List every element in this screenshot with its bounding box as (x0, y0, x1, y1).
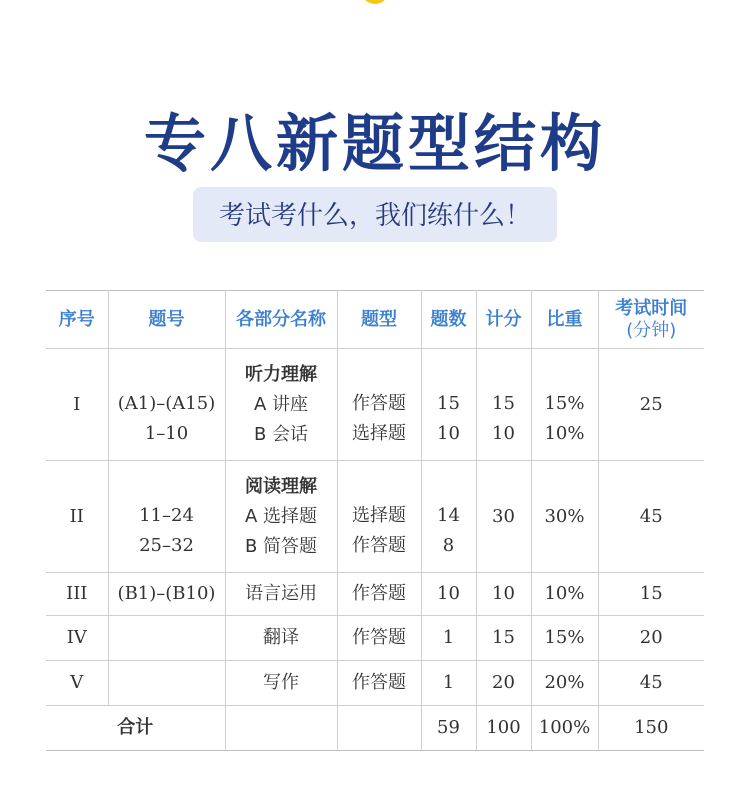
row-seq-text: II (69, 505, 84, 527)
row-weight: 15% (531, 616, 598, 661)
question-count-b: 8 (442, 534, 455, 556)
subtitle-text: 考试考什么，我们练什么！ (193, 187, 557, 242)
score-a: 15 (492, 392, 515, 414)
question-type-a: 选择题 (352, 504, 406, 526)
row-exam-time: 20 (598, 616, 704, 661)
weight-a: 15% (544, 392, 585, 414)
row-question-type: 作答题 (337, 616, 421, 661)
question-number-b: 25–32 (139, 534, 194, 556)
row-seq: V (46, 661, 108, 706)
question-number-a: (A1)–(A15) (117, 392, 216, 414)
row-exam-time: 45 (598, 661, 704, 706)
table-header-row (46, 291, 704, 349)
header-question-number: 题号 (108, 291, 225, 349)
row-question-count: 1 (421, 661, 476, 706)
question-type-a: 作答题 (352, 392, 406, 414)
score-text: 30 (492, 505, 515, 527)
header-score: 计分 (476, 291, 531, 349)
table-row (46, 573, 704, 616)
header-exam-time (598, 291, 704, 349)
row-question-number: (B1)–(B10) (108, 573, 225, 616)
total-empty-section (225, 706, 337, 751)
page-title: 专八新题型结构 (143, 107, 606, 180)
section-part-b: B 简答题 (244, 535, 318, 557)
question-type-b: 选择题 (352, 422, 406, 444)
row-question-number (108, 661, 225, 706)
decorative-dot (361, 0, 389, 4)
header-seq: 序号 (46, 291, 108, 349)
row-section-name: 写作 (225, 661, 337, 706)
total-time: 150 (598, 706, 704, 751)
section-part-b: B 会话 (253, 423, 309, 445)
header-question-type: 题型 (337, 291, 421, 349)
row-weight: 10% (531, 573, 598, 616)
header-weight: 比重 (531, 291, 598, 349)
row-seq: IV (46, 616, 108, 661)
row-seq (46, 349, 108, 461)
row-question-type: 作答题 (337, 661, 421, 706)
header-section-name: 各部分名称 (225, 291, 337, 349)
row-section-name: 语言运用 (225, 573, 337, 616)
exam-time-text: 45 (639, 505, 663, 527)
row-score: 15 (476, 616, 531, 661)
table-row (46, 616, 704, 661)
row-seq-text: I (73, 393, 81, 415)
row-seq (46, 461, 108, 573)
row-weight (531, 349, 598, 461)
question-count-a: 15 (437, 392, 460, 414)
row-section-name (225, 461, 337, 573)
row-question-count (421, 461, 476, 573)
row-score (476, 349, 531, 461)
row-question-count: 10 (421, 573, 476, 616)
row-question-number (108, 616, 225, 661)
table-row (46, 661, 704, 706)
row-exam-time: 15 (598, 573, 704, 616)
row-score: 20 (476, 661, 531, 706)
weight-text: 30% (544, 505, 585, 527)
section-part-a: A 讲座 (253, 393, 309, 415)
question-type-b: 作答题 (352, 534, 406, 556)
row-question-count (421, 349, 476, 461)
question-count-a: 14 (437, 504, 460, 526)
question-count-b: 10 (437, 422, 460, 444)
total-label: 合计 (46, 706, 225, 751)
question-number-b: 1–10 (144, 422, 189, 444)
row-seq: III (46, 573, 108, 616)
section-group-heading: 听力理解 (245, 363, 317, 385)
row-weight: 20% (531, 661, 598, 706)
header-exam-time-unit: (分钟) (626, 319, 677, 341)
table-row (46, 461, 704, 573)
total-weight: 100% (531, 706, 598, 751)
section-part-a: A 选择题 (244, 505, 318, 527)
row-exam-time (598, 349, 704, 461)
header-exam-time-label: 考试时间 (615, 297, 688, 319)
row-weight (531, 461, 598, 573)
row-question-number (108, 461, 225, 573)
exam-time-text: 25 (639, 393, 663, 415)
total-row (46, 706, 704, 751)
row-question-type (337, 461, 421, 573)
row-score (476, 461, 531, 573)
row-section-name (225, 349, 337, 461)
row-question-count: 1 (421, 616, 476, 661)
question-number-a: 11–24 (139, 504, 194, 526)
row-exam-time (598, 461, 704, 573)
score-b: 10 (492, 422, 515, 444)
total-score: 100 (476, 706, 531, 751)
subtitle-banner (0, 187, 750, 242)
weight-b: 10% (544, 422, 585, 444)
row-score: 10 (476, 573, 531, 616)
header-question-count: 题数 (421, 291, 476, 349)
table-row (46, 349, 704, 461)
total-empty-type (337, 706, 421, 751)
section-group-heading: 阅读理解 (245, 475, 317, 497)
row-question-number (108, 349, 225, 461)
total-count: 59 (421, 706, 476, 751)
exam-structure-table (46, 290, 704, 751)
row-section-name: 翻译 (225, 616, 337, 661)
row-question-type (337, 349, 421, 461)
row-question-type: 作答题 (337, 573, 421, 616)
